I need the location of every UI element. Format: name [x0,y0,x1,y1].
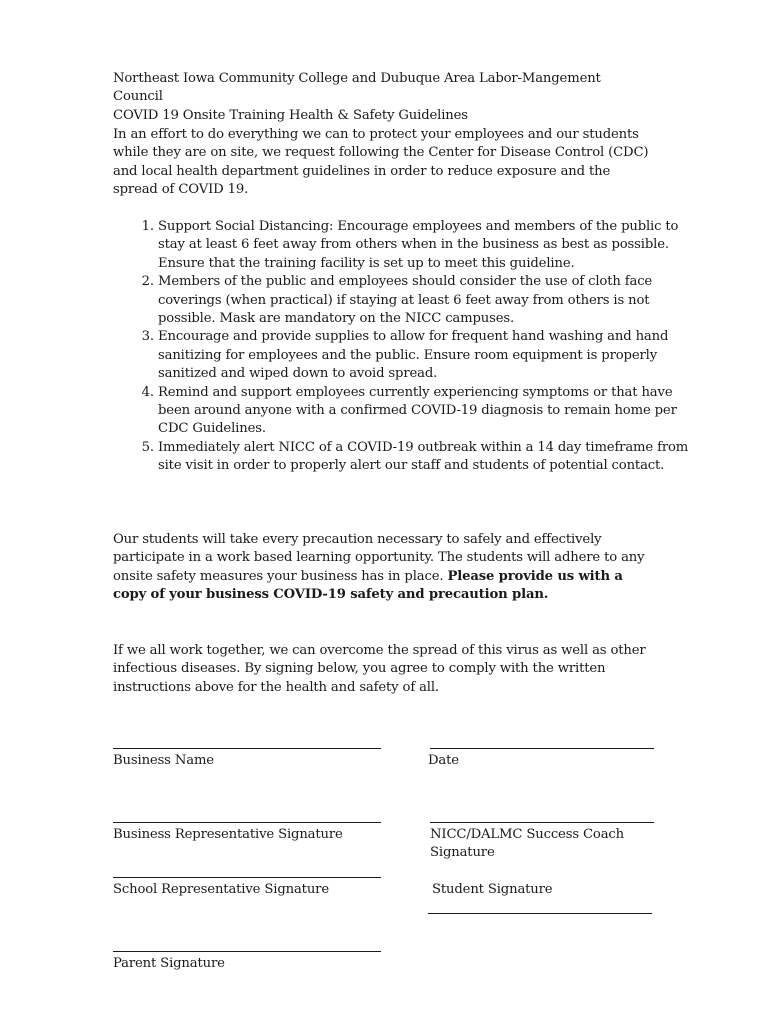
guidelines-list [113,218,698,476]
student-signature-line[interactable] [428,913,652,914]
business-name-label: Business Name [113,753,214,768]
guideline-item: 3. Encourage and provide supplies to allow for frequent hand washing and hand sanitizing for employees and the public. Ensure room equipment is properly sanitized and wiped down to avoid spread. [158,328,698,383]
guideline-item: 4. Remind and support employees currently experiencing symptoms or that have been around anyone with a confirmed COVID-19 diagnosis to remain home per CDC Guidelines. [158,384,698,439]
document-header [113,70,653,125]
intro-paragraph: In an effort to do everything we can to protect your employees and our students while they are on site, we request following the Center for Disease Control (CDC) and local health department guidelines in order to reduce exposure and the spread of COVID 19. [113,127,649,198]
business-rep-signature-label: Business Representative Signature [113,827,343,842]
students-paragraph [113,531,653,605]
agreement-paragraph: If we all work together, we can overcome the spread of this virus as well as other infectious diseases. By signing below, you agree to comply with the written instructions above for the health and safety of all. [113,643,646,695]
business-rep-signature-line[interactable] [113,822,381,823]
school-rep-signature-label: School Representative Signature [113,882,329,897]
business-name-line[interactable] [113,748,381,749]
students-request: Please provide us with a copy of your business COVID-19 safety and precaution plan. [113,568,623,603]
student-signature-label: Student Signature [432,882,553,897]
guideline-item: 1. Support Social Distancing: Encourage employees and members of the public to stay at least 6 feet away from others when in the business as best as possible. Ensure that the training facility is set up to meet this guideline. [158,218,698,273]
coach-signature-label: NICC/DALMC Success Coach Signature [430,827,625,861]
parent-signature-label: Parent Signature [113,956,225,971]
coach-signature-line[interactable] [430,822,654,823]
students-text: Our students will take every precaution necessary to safely and effectively participate in a work based learning opportunity. The students will adhere to any onsite safety measures your business has in place. [113,532,645,584]
guideline-item: 5. Immediately alert NICC of a COVID-19 outbreak within a 14 day timeframe from site visit in order to properly alert our staff and students of potential contact. [158,439,698,476]
school-rep-signature-line[interactable] [113,877,381,878]
date-line[interactable] [430,748,654,749]
header-organizations: Northeast Iowa Community College and Dubuque Area Labor-Mangement Council [113,71,601,105]
header-title: COVID 19 Onsite Training Health & Safety Guidelines [113,107,468,123]
date-label: Date [428,753,459,768]
parent-signature-line[interactable] [113,951,381,952]
guideline-item: 2. Members of the public and employees should consider the use of cloth face coverings (when practical) if staying at least 6 feet away from others is not possible. Mask are mandatory on the NICC campuses. [158,273,698,328]
